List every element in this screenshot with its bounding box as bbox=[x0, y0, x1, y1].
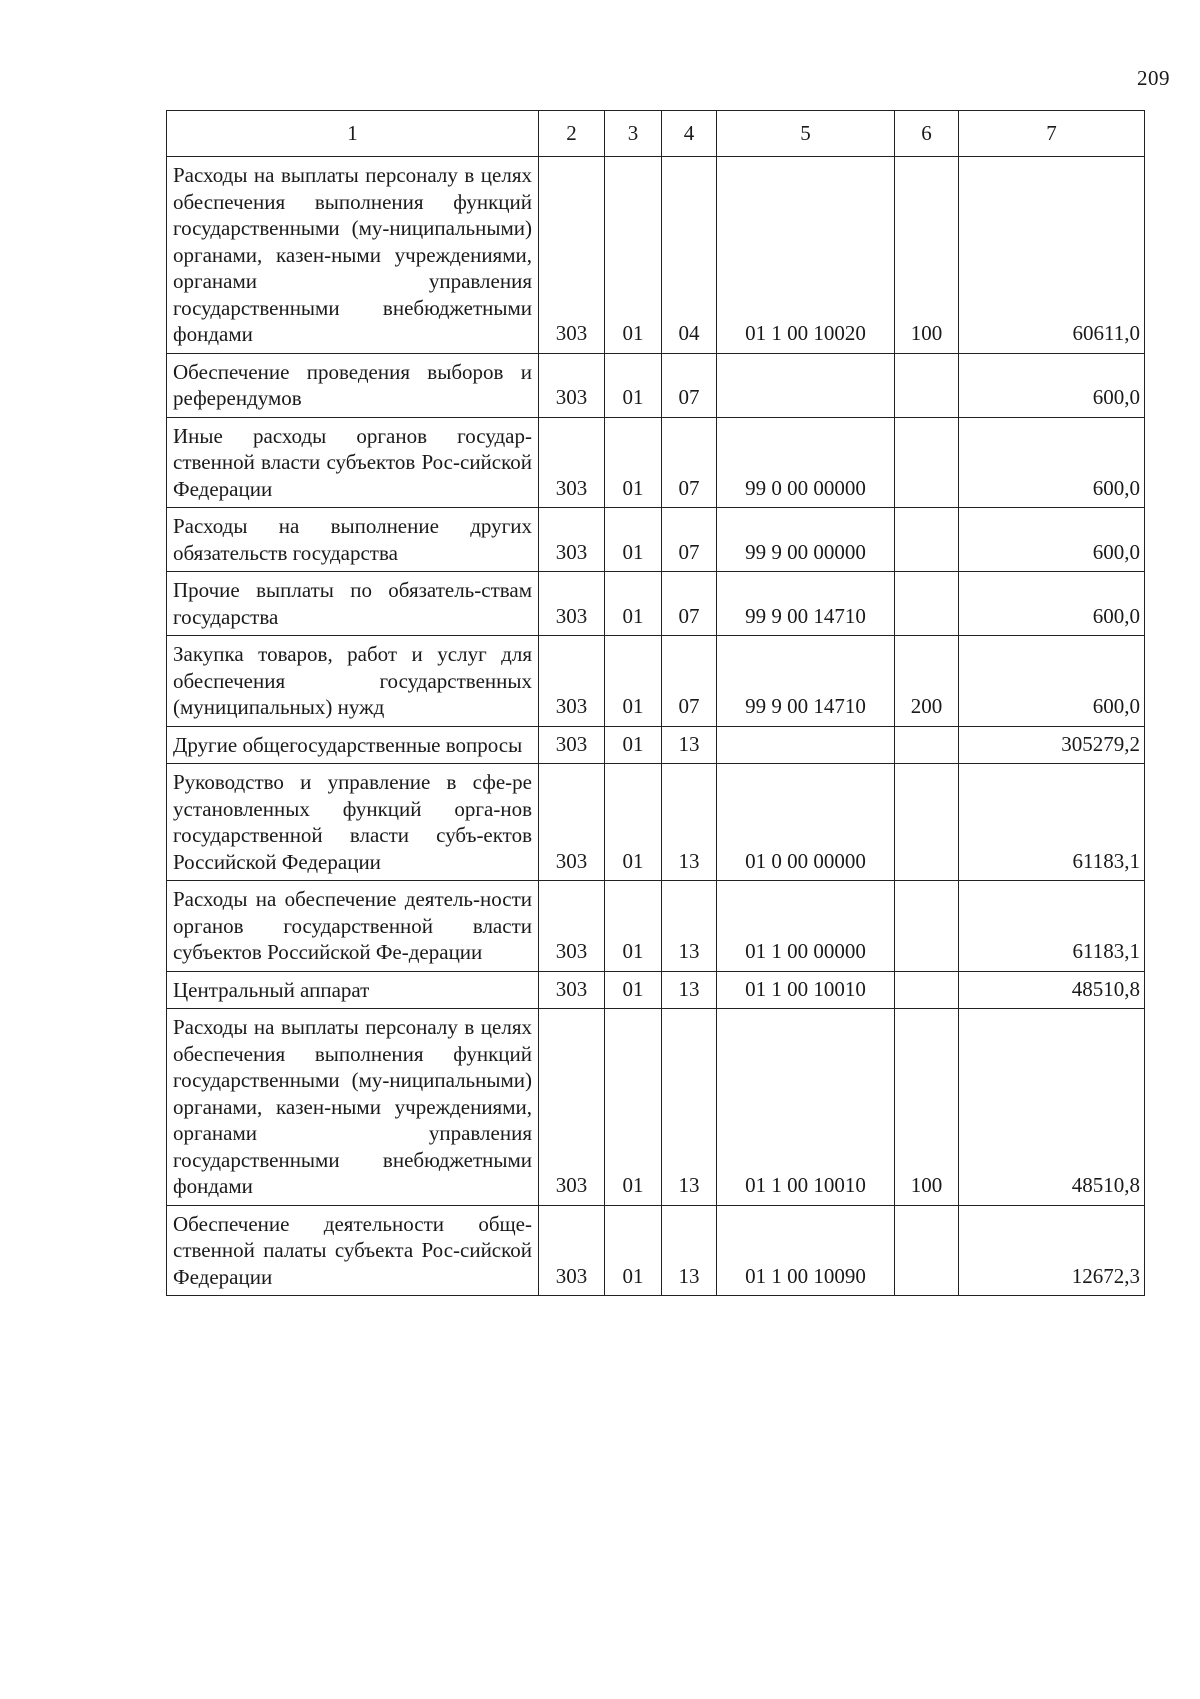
ministry-code: 303 bbox=[539, 353, 605, 417]
budget-table bbox=[166, 110, 1145, 1296]
target-code: 01 1 00 10090 bbox=[717, 1205, 895, 1296]
table-header-row bbox=[167, 111, 1145, 157]
expense-type-code bbox=[895, 764, 959, 881]
amount: 600,0 bbox=[959, 353, 1145, 417]
column-header: 6 bbox=[895, 111, 959, 157]
amount: 600,0 bbox=[959, 572, 1145, 636]
subsection-code: 07 bbox=[662, 636, 717, 727]
amount: 12672,3 bbox=[959, 1205, 1145, 1296]
subsection-code: 13 bbox=[662, 764, 717, 881]
expense-type-code bbox=[895, 353, 959, 417]
table-row bbox=[167, 508, 1145, 572]
expense-type-code bbox=[895, 726, 959, 764]
table-row bbox=[167, 1205, 1145, 1296]
section-code: 01 bbox=[605, 157, 662, 354]
amount: 61183,1 bbox=[959, 881, 1145, 972]
ministry-code: 303 bbox=[539, 157, 605, 354]
section-code: 01 bbox=[605, 636, 662, 727]
subsection-code: 07 bbox=[662, 417, 717, 508]
target-code bbox=[717, 726, 895, 764]
subsection-code: 13 bbox=[662, 726, 717, 764]
subsection-code: 13 bbox=[662, 1205, 717, 1296]
ministry-code: 303 bbox=[539, 971, 605, 1009]
section-code: 01 bbox=[605, 417, 662, 508]
target-code: 01 1 00 10010 bbox=[717, 1009, 895, 1206]
expense-type-code: 100 bbox=[895, 1009, 959, 1206]
section-code: 01 bbox=[605, 572, 662, 636]
section-code: 01 bbox=[605, 971, 662, 1009]
target-code bbox=[717, 353, 895, 417]
column-header: 1 bbox=[167, 111, 539, 157]
amount: 600,0 bbox=[959, 508, 1145, 572]
target-code: 01 1 00 10010 bbox=[717, 971, 895, 1009]
expense-name: Центральный аппарат bbox=[167, 971, 539, 1009]
amount: 600,0 bbox=[959, 417, 1145, 508]
expense-type-code bbox=[895, 508, 959, 572]
expense-name: Закупка товаров, работ и услуг для обеспечения государственных (муниципальных) нужд bbox=[167, 636, 539, 727]
column-header: 3 bbox=[605, 111, 662, 157]
expense-name: Расходы на выполнение других обязательств государства bbox=[167, 508, 539, 572]
target-code: 99 9 00 14710 bbox=[717, 636, 895, 727]
expense-name: Расходы на выплаты персоналу в целях обеспечения выполнения функций государственными (му-ниципальными) органами, казен-ными учреждениями, органами управления государственными внебюджетными фондами bbox=[167, 157, 539, 354]
table-row bbox=[167, 353, 1145, 417]
target-code: 99 0 00 00000 bbox=[717, 417, 895, 508]
target-code: 01 1 00 00000 bbox=[717, 881, 895, 972]
column-header: 5 bbox=[717, 111, 895, 157]
expense-type-code bbox=[895, 1205, 959, 1296]
column-header: 4 bbox=[662, 111, 717, 157]
ministry-code: 303 bbox=[539, 572, 605, 636]
amount: 48510,8 bbox=[959, 1009, 1145, 1206]
section-code: 01 bbox=[605, 764, 662, 881]
ministry-code: 303 bbox=[539, 508, 605, 572]
expense-type-code bbox=[895, 572, 959, 636]
table-row bbox=[167, 157, 1145, 354]
subsection-code: 04 bbox=[662, 157, 717, 354]
section-code: 01 bbox=[605, 881, 662, 972]
section-code: 01 bbox=[605, 508, 662, 572]
column-header: 7 bbox=[959, 111, 1145, 157]
amount: 61183,1 bbox=[959, 764, 1145, 881]
subsection-code: 07 bbox=[662, 508, 717, 572]
table-row bbox=[167, 971, 1145, 1009]
column-header: 2 bbox=[539, 111, 605, 157]
section-code: 01 bbox=[605, 1009, 662, 1206]
expense-type-code: 100 bbox=[895, 157, 959, 354]
amount: 48510,8 bbox=[959, 971, 1145, 1009]
target-code: 01 0 00 00000 bbox=[717, 764, 895, 881]
ministry-code: 303 bbox=[539, 881, 605, 972]
section-code: 01 bbox=[605, 726, 662, 764]
table-row bbox=[167, 881, 1145, 972]
expense-name: Расходы на обеспечение деятель-ности органов государственной власти субъектов Российской Фе-дерации bbox=[167, 881, 539, 972]
table-row bbox=[167, 726, 1145, 764]
ministry-code: 303 bbox=[539, 1009, 605, 1206]
expense-type-code bbox=[895, 417, 959, 508]
ministry-code: 303 bbox=[539, 726, 605, 764]
ministry-code: 303 bbox=[539, 1205, 605, 1296]
page-number: 209 bbox=[1137, 66, 1170, 90]
section-code: 01 bbox=[605, 1205, 662, 1296]
expense-name: Руководство и управление в сфе-ре установленных функций орга-нов государственной власти субъ-ектов Российской Федерации bbox=[167, 764, 539, 881]
ministry-code: 303 bbox=[539, 417, 605, 508]
ministry-code: 303 bbox=[539, 764, 605, 881]
target-code: 01 1 00 10020 bbox=[717, 157, 895, 354]
expense-name: Расходы на выплаты персоналу в целях обеспечения выполнения функций государственными (му-ниципальными) органами, казен-ными учреждениями, органами управления государственными внебюджетными фондами bbox=[167, 1009, 539, 1206]
section-code: 01 bbox=[605, 353, 662, 417]
amount: 600,0 bbox=[959, 636, 1145, 727]
subsection-code: 13 bbox=[662, 881, 717, 972]
expense-name: Иные расходы органов государ-ственной власти субъектов Рос-сийской Федерации bbox=[167, 417, 539, 508]
target-code: 99 9 00 14710 bbox=[717, 572, 895, 636]
table-row bbox=[167, 572, 1145, 636]
table-row bbox=[167, 417, 1145, 508]
subsection-code: 07 bbox=[662, 572, 717, 636]
amount: 60611,0 bbox=[959, 157, 1145, 354]
amount: 305279,2 bbox=[959, 726, 1145, 764]
expense-type-code bbox=[895, 881, 959, 972]
subsection-code: 13 bbox=[662, 1009, 717, 1206]
ministry-code: 303 bbox=[539, 636, 605, 727]
table-row bbox=[167, 764, 1145, 881]
expense-name: Другие общегосударственные вопросы bbox=[167, 726, 539, 764]
table-row bbox=[167, 636, 1145, 727]
expense-type-code: 200 bbox=[895, 636, 959, 727]
subsection-code: 07 bbox=[662, 353, 717, 417]
expense-type-code bbox=[895, 971, 959, 1009]
table-row bbox=[167, 1009, 1145, 1206]
expense-name: Прочие выплаты по обязатель-ствам государства bbox=[167, 572, 539, 636]
subsection-code: 13 bbox=[662, 971, 717, 1009]
target-code: 99 9 00 00000 bbox=[717, 508, 895, 572]
expense-name: Обеспечение деятельности обще-ственной палаты субъекта Рос-сийской Федерации bbox=[167, 1205, 539, 1296]
expense-name: Обеспечение проведения выборов и референдумов bbox=[167, 353, 539, 417]
